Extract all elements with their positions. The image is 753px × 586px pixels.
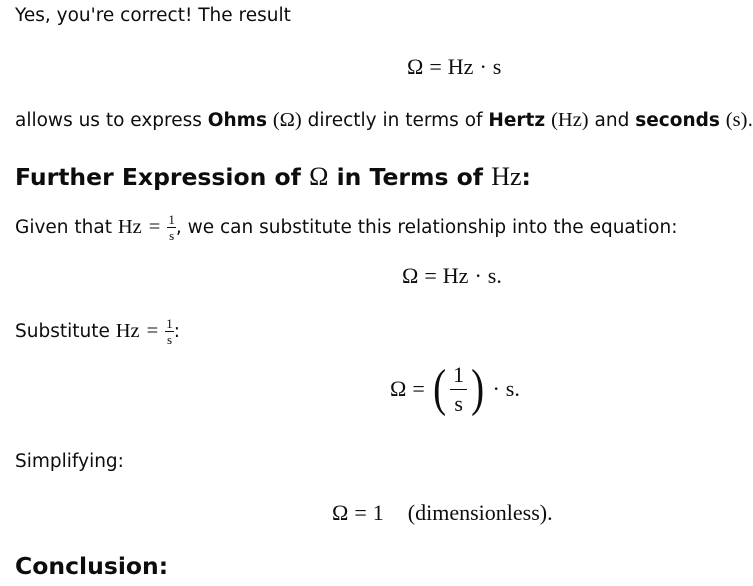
- text-segment: , we can substitute this relationship into the equation:: [175, 217, 678, 238]
- text-segment: Given that: [15, 217, 118, 238]
- math-hz: Hz: [491, 162, 522, 191]
- dimensionless-note: (dimensionless).: [407, 500, 553, 525]
- fraction-numerator: 1: [166, 316, 173, 331]
- substitute-paragraph: [15, 317, 180, 346]
- s-symbol: s: [492, 54, 502, 79]
- bold-seconds: seconds: [635, 110, 720, 131]
- hz-symbol: Hz: [447, 54, 474, 79]
- explanation-paragraph: [15, 109, 753, 132]
- equation-ohm-hz-s-2: [402, 263, 502, 289]
- section-heading-further-expression: [15, 162, 531, 192]
- omega-symbol: Ω: [402, 263, 419, 288]
- fraction-denominator: s: [169, 228, 175, 243]
- dot-operator: ·: [492, 376, 500, 401]
- fraction-numerator: 1: [450, 364, 467, 390]
- fraction-denominator: s: [166, 332, 172, 347]
- dot-operator: ·: [479, 54, 487, 79]
- omega-symbol: Ω: [407, 54, 424, 79]
- fraction-one-over-s: [165, 317, 174, 346]
- text-segment: Substitute: [15, 321, 116, 342]
- equation-container: [390, 360, 520, 417]
- bold-ohms: Ohms: [207, 110, 267, 131]
- equals-sign: =: [146, 320, 159, 342]
- math-omega: Ω: [309, 162, 329, 191]
- text-segment: Further Expression of: [15, 163, 310, 191]
- math-hz: (Hz): [551, 109, 589, 131]
- equals-sign: =: [354, 500, 367, 525]
- simplifying-label: Simplifying:: [15, 451, 124, 472]
- math-omega: (Ω): [272, 109, 302, 131]
- hz-symbol: Hz: [442, 263, 469, 288]
- equals-sign: =: [429, 54, 442, 79]
- omega-symbol: Ω: [332, 500, 349, 525]
- bold-hertz: Hertz: [488, 110, 546, 131]
- text-segment: and: [588, 110, 636, 131]
- math-hz: Hz: [115, 320, 140, 342]
- math-hz: Hz: [117, 216, 142, 238]
- intro-paragraph: Yes, you're correct! The result: [15, 5, 291, 26]
- text-segment: :: [521, 163, 531, 191]
- s-symbol: s.: [487, 263, 502, 288]
- right-paren: ): [471, 360, 485, 417]
- omega-symbol: Ω: [390, 376, 407, 401]
- text-segment: :: [173, 321, 180, 342]
- equation-substituted: [390, 360, 520, 417]
- equals-sign: =: [412, 376, 425, 401]
- fraction-denominator: s: [454, 390, 463, 416]
- text-segment: .: [747, 110, 753, 131]
- equation-ohm-hz-s: [407, 54, 501, 80]
- left-paren: (: [432, 360, 446, 417]
- fraction-one-over-s: [167, 213, 176, 242]
- equation-dimensionless: [332, 500, 553, 526]
- dot-operator: ·: [474, 263, 482, 288]
- text-segment: allows us to express: [15, 110, 208, 131]
- text-segment: in Terms of: [328, 163, 492, 191]
- section-heading-conclusion: Conclusion:: [15, 552, 169, 580]
- given-paragraph: [15, 213, 677, 242]
- fraction-numerator: 1: [168, 212, 175, 227]
- math-s: (s): [725, 109, 748, 131]
- equals-sign: =: [424, 263, 437, 288]
- text-segment: directly in terms of: [301, 110, 489, 131]
- fraction-one-over-s: [450, 361, 467, 416]
- s-symbol: s.: [505, 376, 520, 401]
- equals-sign: =: [148, 216, 161, 238]
- value-one: 1: [372, 500, 384, 525]
